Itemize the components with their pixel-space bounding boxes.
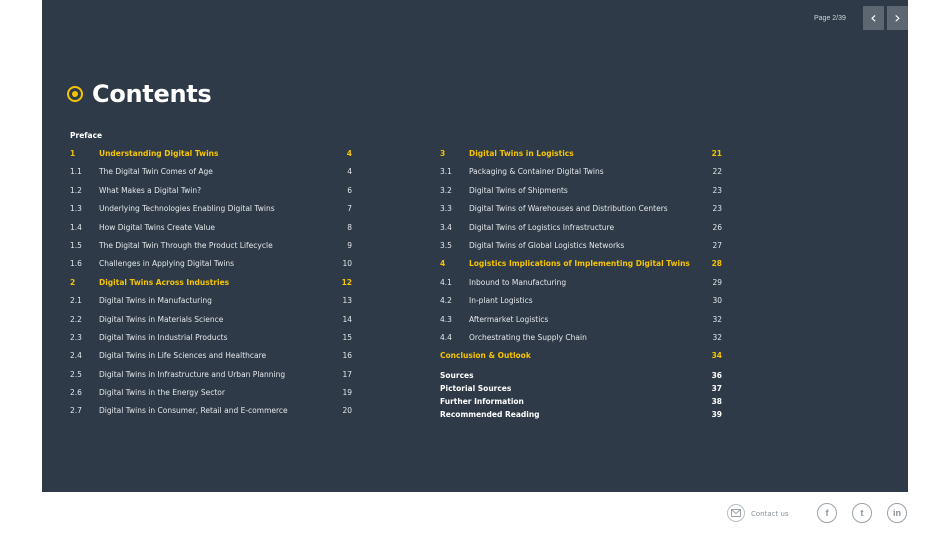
toc-entry[interactable] xyxy=(70,333,352,351)
toc-entry-page: 7 xyxy=(347,204,352,214)
toc-entry-label: Digital Twins in Infrastructure and Urban Planning xyxy=(99,369,286,379)
toc-entry-label: Sources xyxy=(440,371,474,380)
toc-entry-number: 3.2 xyxy=(440,185,452,195)
toc-entry-number: 2.6 xyxy=(70,388,82,398)
toc-entry[interactable] xyxy=(70,259,352,277)
toc-entry-number: 3.3 xyxy=(440,204,452,214)
toc-entry-number: 4 xyxy=(440,259,446,269)
toc-entry[interactable] xyxy=(440,351,722,369)
twitter-icon[interactable]: t xyxy=(852,503,872,523)
toc-entry-label: Digital Twins in Life Sciences and Healthcare xyxy=(99,351,267,361)
toc-entry-page: 10 xyxy=(342,259,352,269)
toc-entry-label: Digital Twins in Consumer, Retail and E-commerce xyxy=(99,406,288,416)
toc-entry-page: 38 xyxy=(711,397,722,406)
toc-entry-number: 1.2 xyxy=(70,185,82,195)
toc-right-column xyxy=(440,149,722,370)
toc-entry-label: Conclusion & Outlook xyxy=(440,351,531,361)
toc-entry-page: 26 xyxy=(712,222,722,232)
toc-entry-page: 27 xyxy=(712,240,722,250)
toc-entry[interactable] xyxy=(70,186,352,204)
toc-entry-number: 2.4 xyxy=(70,351,82,361)
toc-entry-number: 4.1 xyxy=(440,277,452,287)
toc-entry-label: Recommended Reading xyxy=(440,410,540,419)
toc-entry-label: The Digital Twin Through the Product Lifecycle xyxy=(99,240,273,250)
chevron-left-icon: ‹ xyxy=(870,8,877,27)
facebook-icon[interactable]: f xyxy=(817,503,837,523)
toc-entry-label: Further Information xyxy=(440,397,524,406)
toc-entry[interactable] xyxy=(70,241,352,259)
toc-entry-number: 4.4 xyxy=(440,332,452,342)
toc-entry-number: 3.4 xyxy=(440,222,452,232)
toc-entry-label: Challenges in Applying Digital Twins xyxy=(99,259,235,269)
next-page-button[interactable] xyxy=(887,6,908,30)
toc-entry[interactable] xyxy=(440,167,722,185)
toc-entry-number: 2 xyxy=(70,277,76,287)
toc-entry-page: 20 xyxy=(342,406,352,416)
toc-entry-label: Digital Twins in the Energy Sector xyxy=(99,388,225,398)
toc-entry[interactable] xyxy=(440,223,722,241)
toc-left-column xyxy=(70,149,352,425)
toc-entry[interactable] xyxy=(70,406,352,424)
toc-entry-number: 1.6 xyxy=(70,259,82,269)
toc-entry-page: 23 xyxy=(712,204,722,214)
toc-entry[interactable] xyxy=(70,278,352,296)
toc-entry-page: 19 xyxy=(342,388,352,398)
page-title: Contents xyxy=(92,80,212,108)
target-icon xyxy=(67,86,83,102)
toc-entry-label: Orchestrating the Supply Chain xyxy=(469,332,587,342)
toc-preface-link[interactable]: Preface xyxy=(70,131,103,140)
toc-entry-label: The Digital Twin Comes of Age xyxy=(99,167,213,177)
toc-entry-label: Packaging & Container Digital Twins xyxy=(469,167,604,177)
toc-entry-page: 23 xyxy=(712,185,722,195)
toc-entry-label: Digital Twins of Logistics Infrastructure xyxy=(469,222,615,232)
toc-entry-number: 2.3 xyxy=(70,332,82,342)
toc-entry-label: Digital Twins in Logistics xyxy=(469,149,574,158)
toc-entry[interactable] xyxy=(440,241,722,259)
toc-entry-number: 1.4 xyxy=(70,222,82,232)
page-indicator: Page 2/39 xyxy=(814,15,846,22)
toc-entry-number: 1.1 xyxy=(70,167,82,177)
toc-entry-label: Inbound to Manufacturing xyxy=(469,277,567,287)
toc-entry-page: 34 xyxy=(711,351,722,361)
previous-page-button[interactable] xyxy=(863,6,884,30)
toc-entry-label: Aftermarket Logistics xyxy=(469,314,549,324)
toc-entry[interactable] xyxy=(440,204,722,222)
toc-entry-label: Logistics Implications of Implementing Digital Twins xyxy=(469,259,690,269)
toc-source-entry[interactable] xyxy=(440,371,722,384)
toc-entry-number: 2.5 xyxy=(70,369,82,379)
toc-entry-page: 37 xyxy=(711,384,722,393)
toc-entry-page: 30 xyxy=(712,296,722,306)
toc-entry[interactable] xyxy=(70,296,352,314)
contact-us-link[interactable]: Contact us xyxy=(751,510,789,518)
toc-entry-page: 16 xyxy=(342,351,352,361)
toc-entry[interactable] xyxy=(70,370,352,388)
toc-entry[interactable] xyxy=(440,149,722,167)
toc-entry-page: 17 xyxy=(342,369,352,379)
toc-entry-page: 28 xyxy=(711,259,722,269)
toc-entry-label: Digital Twins of Global Logistics Networks xyxy=(469,240,625,250)
toc-entry-label: What Makes a Digital Twin? xyxy=(99,185,202,195)
toc-entry-number: 3 xyxy=(440,149,446,158)
toc-entry-label: Pictorial Sources xyxy=(440,384,512,393)
toc-entry-number: 2.2 xyxy=(70,314,82,324)
toc-entry[interactable] xyxy=(70,223,352,241)
toc-sources-list xyxy=(440,371,722,423)
toc-entry-page: 6 xyxy=(347,185,352,195)
toc-entry-page: 4 xyxy=(346,149,352,158)
toc-entry-page: 12 xyxy=(341,277,352,287)
toc-entry-page: 4 xyxy=(347,167,352,177)
toc-entry-label: Digital Twins in Manufacturing xyxy=(99,296,212,306)
toc-entry[interactable] xyxy=(440,333,722,351)
toc-entry-number: 4.3 xyxy=(440,314,452,324)
toc-entry[interactable] xyxy=(440,259,722,277)
mail-icon[interactable] xyxy=(727,504,745,522)
toc-entry-label: Understanding Digital Twins xyxy=(99,149,219,158)
toc-entry[interactable] xyxy=(70,149,352,167)
toc-entry-page: 14 xyxy=(342,314,352,324)
toc-entry-label: In-plant Logistics xyxy=(469,296,533,306)
toc-entry-number: 4.2 xyxy=(440,296,452,306)
toc-source-entry[interactable] xyxy=(440,384,722,397)
toc-entry-label: Digital Twins in Industrial Products xyxy=(99,332,228,342)
toc-entry-page: 32 xyxy=(712,314,722,324)
toc-entry-page: 22 xyxy=(712,167,722,177)
toc-entry-page: 15 xyxy=(342,332,352,342)
toc-entry-number: 1.5 xyxy=(70,240,82,250)
toc-entry[interactable] xyxy=(440,186,722,204)
linkedin-icon[interactable]: in xyxy=(887,503,907,523)
toc-entry-number: 3.1 xyxy=(440,167,452,177)
toc-entry[interactable] xyxy=(70,204,352,222)
toc-entry-page: 9 xyxy=(347,240,352,250)
chevron-right-icon: › xyxy=(894,8,901,27)
toc-entry[interactable] xyxy=(440,315,722,333)
toc-entry-number: 1 xyxy=(70,149,76,158)
toc-entry-label: Digital Twins in Materials Science xyxy=(99,314,224,324)
toc-entry-page: 29 xyxy=(712,277,722,287)
toc-entry-page: 21 xyxy=(711,149,722,158)
toc-entry-page: 36 xyxy=(711,371,722,380)
toc-entry-label: Digital Twins of Shipments xyxy=(469,185,568,195)
toc-entry[interactable] xyxy=(70,388,352,406)
toc-entry[interactable] xyxy=(440,296,722,314)
toc-entry[interactable] xyxy=(70,315,352,333)
toc-entry-label: Underlying Technologies Enabling Digital Twins xyxy=(99,204,275,214)
toc-entry[interactable] xyxy=(70,351,352,369)
toc-entry[interactable] xyxy=(440,278,722,296)
toc-entry-page: 13 xyxy=(342,296,352,306)
toc-entry[interactable] xyxy=(70,167,352,185)
toc-entry-number: 1.3 xyxy=(70,204,82,214)
toc-source-entry[interactable] xyxy=(440,397,722,410)
toc-entry-page: 32 xyxy=(712,332,722,342)
toc-entry-number: 2.1 xyxy=(70,296,82,306)
toc-entry-page: 39 xyxy=(711,410,722,419)
toc-source-entry[interactable] xyxy=(440,410,722,423)
toc-entry-label: Digital Twins Across Industries xyxy=(99,277,230,287)
toc-entry-label: Digital Twins of Warehouses and Distribution Centers xyxy=(469,204,668,214)
toc-entry-page: 8 xyxy=(347,222,352,232)
toc-entry-label: How Digital Twins Create Value xyxy=(99,222,215,232)
toc-entry-number: 2.7 xyxy=(70,406,82,416)
toc-entry-number: 3.5 xyxy=(440,240,452,250)
